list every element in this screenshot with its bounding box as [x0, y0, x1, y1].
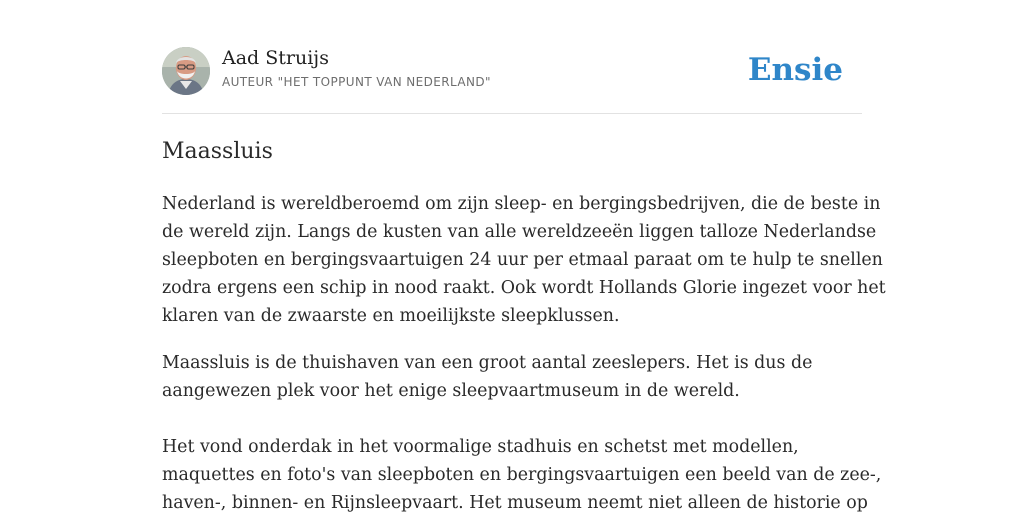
article-paragraph-1	[162, 190, 886, 330]
author-name[interactable]: Aad Struijs	[222, 47, 329, 69]
article-body	[162, 190, 886, 512]
paragraph-line: sleepboten en bergingsvaartuigen 24 uur per etmaal paraat om te hulp te snellen	[162, 250, 883, 270]
paragraph-line: haven-, binnen- en Rijnsleepvaart. Het museum neemt niet alleen de historie op	[162, 493, 868, 512]
paragraph-line: zodra ergens een schip in nood raakt. Ook wordt Hollands Glorie ingezet voor het	[162, 278, 886, 298]
article-header	[162, 46, 862, 96]
ensie-logo[interactable]: Ensie	[747, 52, 843, 88]
article-title: Maassluis	[162, 139, 273, 164]
paragraph-line: klaren van de zwaarste en moeilijkste sleepklussen.	[162, 306, 620, 326]
author-photo	[162, 47, 210, 95]
author-avatar[interactable]	[162, 47, 210, 95]
header-divider	[162, 113, 862, 114]
paragraph-line: de wereld zijn. Langs de kusten van alle wereldzeeën liggen talloze Nederlandse	[162, 222, 877, 242]
paragraph-line: Maassluis is de thuishaven van een groot aantal zeeslepers. Het is dus de	[162, 353, 813, 373]
paragraph-line: Nederland is wereldberoemd om zijn sleep- en bergingsbedrijven, die de beste in	[162, 194, 881, 214]
paragraph-line: maquettes en foto's van sleepboten en bergingsvaartuigen een beeld van de zee-,	[162, 465, 882, 485]
article-paragraph-2	[162, 349, 866, 405]
paragraph-line: Het vond onderdak in het voormalige stadhuis en schetst met modellen,	[162, 437, 799, 457]
paragraph-line: aangewezen plek voor het enige sleepvaartmuseum in de wereld.	[162, 381, 740, 401]
article-paragraph-3	[162, 433, 882, 512]
author-role: AUTEUR "HET TOPPUNT VAN NEDERLAND"	[222, 75, 491, 89]
